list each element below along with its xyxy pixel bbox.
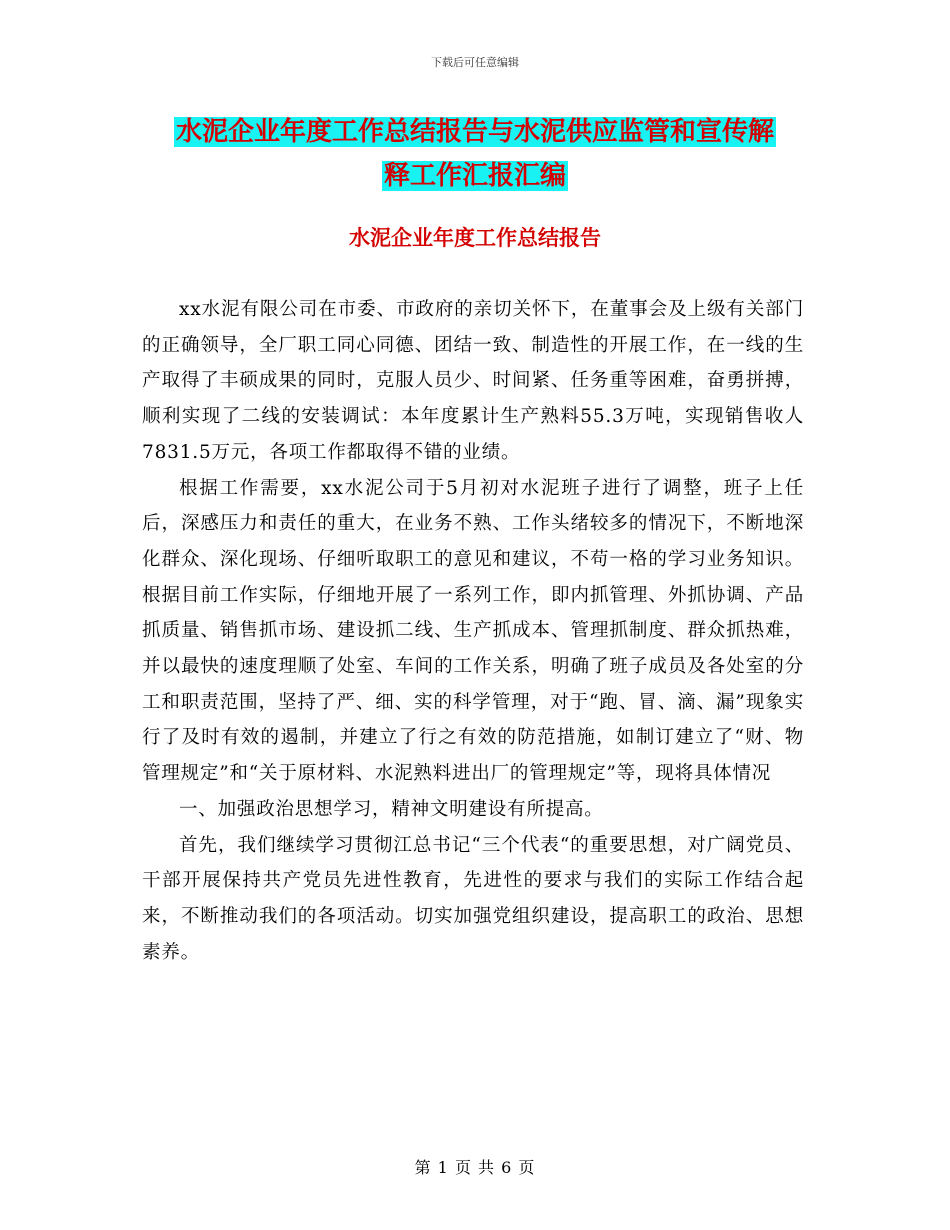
section-title: 水泥企业年度工作总结报告 [349, 226, 601, 250]
body-paragraph-1: xx水泥有限公司在市委、市政府的亲切关怀下，在董事会及上级有关部门的正确领导，全厂职工同心同德、团结一致、制造性的开展工作，在一线的生产取得了丰硕成果的同时，克服人员少、时间紧、任务重等困难，奋勇拼搏，顺利实现了二线的安装调试：本年度累计生产熟料55.3万吨，实现销售收人7831.5万元，各项工作都取得不错的业绩。 [142, 299, 804, 463]
page-number-footer: 第 1 页 共 6 页 [414, 1158, 536, 1177]
main-title-line-2: 释工作汇报汇编 [383, 161, 566, 191]
page-header-note: 下载后可任意编辑 [431, 56, 519, 69]
document-main-title [140, 110, 810, 198]
main-title-line-1: 水泥企业年度工作总结报告与水泥供应监管和宣传解 [175, 117, 774, 147]
body-paragraph-4: 首先，我们继续学习贯彻江总书记“三个代表“的重要思想，对广阔党员、干部开展保持共产党员先进性教育，先进性的要求与我们的实际工作结合起来，不断推动我们的各项活动。切实加强党组织建设，提高职工的政治、思想素养。 [142, 834, 804, 963]
body-paragraph-2: 根据工作需要，xx水泥公司于5月初对水泥班子进行了调整，班子上任后，深感压力和责任的重大，在业务不熟、工作头绪较多的情况下，不断地深化群众、深化现场、仔细听取职工的意见和建议，不苟一格的学习业务知识。根据目前工作实际，仔细地开展了一系列工作，即内抓管理、外抓协调、产品抓质量、销售抓市场、建设抓二线、生产抓成本、管理抓制度、群众抓热难，并以最快的速度理顺了处室、车间的工作关系，明确了班子成员及各处室的分工和职责范围，坚持了严、细、实的科学管理，对于“跑、冒、滴、漏”现象实行了及时有效的遏制，并建立了行之有效的防范措施，如制订建立了“财、物管理规定”和“关于原材料、水泥熟料进出厂的管理规定”等，现将具体情况 [142, 477, 804, 785]
document-body [142, 292, 804, 970]
body-paragraph-3: 一、加强政治思想学习，精神文明建设有所提高。 [179, 798, 604, 820]
